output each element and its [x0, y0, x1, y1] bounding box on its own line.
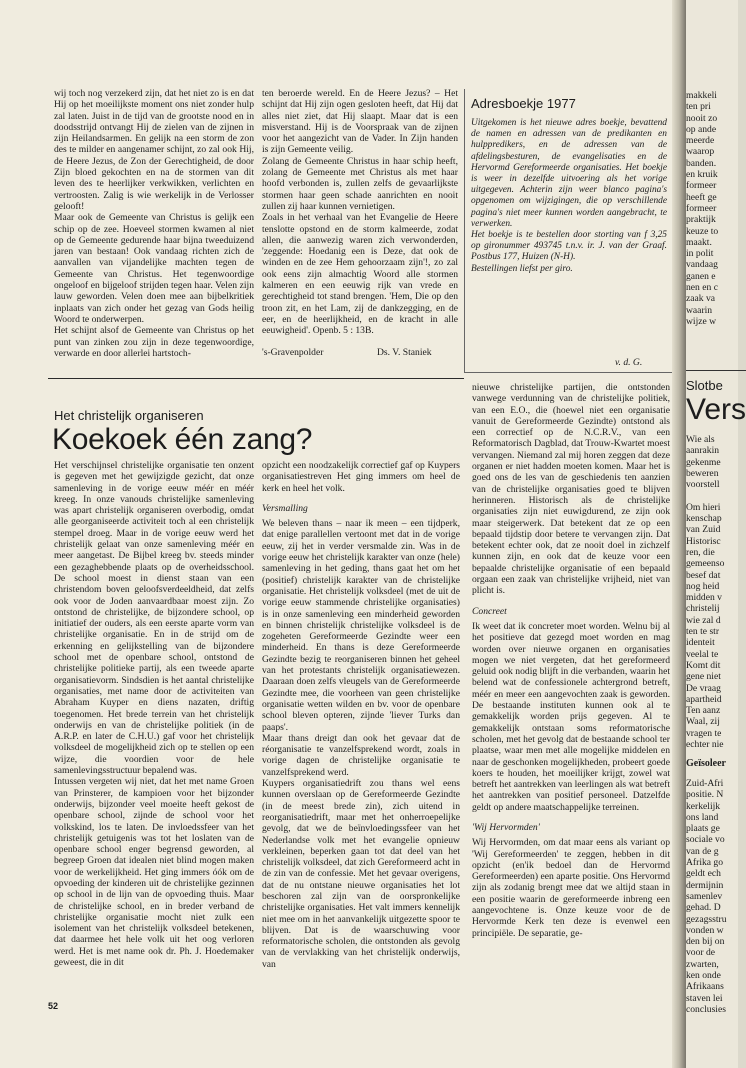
adjacent-line: sociale vo — [686, 834, 725, 846]
adjacent-line: van Zuid — [686, 524, 721, 536]
adjacent-line: plaats ge — [686, 823, 720, 835]
subheading-concreet: Concreet — [472, 605, 507, 617]
adjacent-line: ren, die — [686, 546, 715, 558]
adjacent-line: staven lei — [686, 992, 723, 1004]
adjacent-line: kerkelijk — [686, 800, 721, 812]
adjacent-line: meerde — [686, 135, 715, 147]
adjacent-line: nooit zo — [686, 112, 718, 124]
article-headline: Koekoek één zang? — [52, 423, 313, 456]
page-number: 52 — [48, 1001, 59, 1011]
adjacent-line: christelij — [686, 603, 720, 615]
paragraph: Zolang de Gemeente Christus in haar schip heeft, zolang de Gemeente met Christus als met haar hoofd verbonden is, zullen zelfs de gevaarlijkste stormen haar geen schade aanrichten en nooit zullen zij haar kunnen vernietigen. — [262, 155, 458, 212]
adjacent-line: waarop — [686, 146, 715, 158]
top-article-column-1 — [54, 88, 254, 368]
adjacent-line: in polit — [686, 248, 714, 260]
adjacent-line: geldt ech — [686, 868, 721, 880]
article-author: Ds. V. Staniek — [377, 347, 432, 358]
adjacent-line: gekenme — [686, 456, 721, 468]
adjacent-line: positie. N — [686, 789, 724, 801]
adjacent-line: makkeli — [686, 90, 717, 101]
adjacent-line: ten pri — [686, 101, 711, 113]
paragraph: nieuwe christelijke partijen, die ontstonden vanwege verdunning van de christelijke politiek, van een E.O., die (hoewel niet een organisatie vanuit de Gereformeerde Gezindte) ontstond als een correctief op de N.C.R.V., van een Reformatorisch Dagblad, dat Trouw-Kwartet moest vervangen. Niemand zal mij horen zeggen dat deze organen er niet hadden moeten komen. Maar het is goed ons de les van de geschiedenis ten aanzien van de christelijke organisaties goed te blijven herinneren. Historisch als de christelijke organisaties zijn niet euwigdurend, ze zijn ook maar steigerwerk. Dat betekent dat ze op een bepaald tijdstip door betere te vervangen zijn. Dat betekent echter ook, dat ze nooit doel in zichzelf kunnen zijn, en ook dat de keuze voor een bepaalde christelijke organisatie of een bepaald orgaan een zaak van christelijke vrijheid, niet van plicht is. — [472, 382, 670, 597]
adjacent-line: conclusies — [686, 1003, 726, 1015]
box-paragraph: Uitgekomen is het nieuwe adres boekje, bevattend de namen en adressen van de predikanten en hulppredikers, en de adressen van de afdelingsbesturen, de evangelisaties en de Hervormd Gereformeerde organisaties. Het boekje is weer in dezelfde uitvoering als het vorige uitgegeven. Achterin zijn weer blanco pagina's opgenomen om wijzigingen, die op verschillende pagina's niet meer kunnen worden aangebracht, te verwerken. — [471, 118, 667, 229]
adjacent-line: apartheid — [686, 693, 722, 705]
adjacent-line: Om hieri — [686, 501, 721, 513]
paragraph: Kuypers organisatiedrift zou thans wel eens kunnen overslaan op de Gereformeerde Gezindte (in de meest brede zin), zich uitend in reorganisatiedrift, maar met het onherroepelijke gevolg, dat we de beïnvloedingssfeer van het Nederlandse volk met het evangelie opnieuw verkleinen, beperken gaan tot dat deel van het christelijk volksdeel, dat zich Gereformeerd acht in de zin van de confessie. Met het gevaar overigens, dat de nu ontstane nieuwe organisaties het lot beschoren zal zijn van de oorspronkelijke christelijke organisaties. Het valt immers kennelijk niet mee om in het aanvankelijk uitgezette spoor te blijven. Dat is de waarschuwing voor reformatorische scholen, die ontstonden als gevolg van de vervlakking van het christelijk onderwijs, van — [262, 778, 460, 970]
adjacent-line: nen en c — [686, 282, 718, 294]
paragraph: Maar thans dreigt dan ook het gevaar dat de réorganisatie te vanzelfsprekend wordt, zoals in vorige dagen de christelijke organisatie te vanzelfsprekend werd. — [262, 732, 460, 778]
paragraph: ten beroerde wereld. En de Heere Jezus? – Het schijnt dat Hij zijn ogen gesloten heeft, dat Hij dat alles niet ziet, dat Hij slaapt. Maar dat is een misverstand. Hij is de Voorspraak van de zijnen voor het aangezicht van de Vader. In Zijn handen is zijn Gemeente veilig. — [262, 88, 458, 156]
adjacent-line: waarin — [686, 304, 713, 316]
adjacent-line: Historisc — [686, 535, 721, 547]
box-paragraph: Bestellingen liefst per giro. — [471, 263, 573, 274]
paragraph: Wij Hervormden, om dat maar eens als variant op 'Wij Gereformeerden' te zeggen, hebben in dit opzicht (en'ik bedoel dan de Hervormd Gereformeerden) een aparte positie. Ons Hervormd zijn als zodanig brengt mee dat we altijd staan in een positie waarin de gereformeerde inbreng een aangevochtene is. Onze keuze voor de de Hervormde Kerk ten deze is evenwel een principiële. De separatie, ge- — [472, 837, 670, 939]
adjacent-line: gezagsstru — [686, 913, 727, 925]
adjacent-line: echter nie — [686, 739, 724, 751]
adjacent-line: identeit — [686, 637, 715, 649]
adjacent-line: formeer — [686, 180, 717, 192]
adjacent-line: op ande — [686, 123, 717, 135]
adjacent-line: Ten aanz — [686, 705, 721, 717]
adjacent-line: zaak va — [686, 293, 716, 305]
top-article-column-2 — [262, 88, 458, 337]
adjacent-line: samenlev — [686, 890, 723, 902]
adjacent-divider — [686, 370, 746, 371]
article-kicker: Het christelijk organiseren — [54, 408, 204, 423]
adjacent-line: gehad. D — [686, 902, 721, 914]
adjacent-line: dermijnin — [686, 879, 724, 891]
paragraph: Zoals in het verhaal van het Evangelie de Heere tenslotte opstond en de storm kalmeerde, zodat allen, die aanwezig waren zich verwonderden, 'zeggende: Hoedanig een is Deze, dat ook de winden en de zee Hem gehoorzaam zijn'!, zo zal ook eens zijn almachtig Woord alle stormen kalmeren en een eeuwig rijk van vrede en gerechtigheid tot stand brengen. 'Hem, Die op den troon zit, en het Lam, zij de dankzegging, en de eer, en de heerlijkheid, en de kracht in alle eeuwigheid'. Openb. 5 : 13B. — [262, 212, 458, 337]
adjacent-line: voorstell — [686, 479, 720, 491]
adjacent-line: heeft ge — [686, 191, 717, 203]
adjacent-page-mid-column — [686, 434, 746, 750]
page-gutter — [672, 0, 686, 1068]
article-place: 's-Gravenpolder — [262, 347, 324, 358]
paragraph: Ik weet dat ik concreter moet worden. Welnu bij al het positieve dat gezegd moet worden en mag worden over nieuwe organen en organisaties mogen we niet vergeten, dat het gereformeerd geluid ook nodig blijft in die verbanden, waarin het belend wat de confessionele achtergrond betreft, méér en meer een aangevochten zaak is geworden. De bestaande instituten kunnen ook al te gemakkelijk worden prijs gegeven. Al te gemakkelijk ontstaan soms reformatorische scholen, met het gevolg dat de bestaande school ter plaatse, waar men met alle mogelijke middelen en naar de geschonken mogelijkheden, probeert goede koers te houden, het moeilijker krijgt, zowel wat betreft het aantrekken van leerlingen als wat betreft het aantrekken van positief personeel. Datzelfde geldt op andere maatschappelijke terreinen. — [472, 620, 670, 813]
adjacent-line: kenschap — [686, 513, 722, 525]
adjacent-line: formeer — [686, 202, 717, 214]
adjacent-line: voor de — [686, 947, 716, 959]
adjacent-line: Komt dit — [686, 659, 721, 671]
adjacent-line: Wie als — [686, 434, 715, 445]
adjacent-line: gemeenso — [686, 558, 725, 570]
adjacent-line: ken onde — [686, 970, 721, 982]
adjacent-line: banden. — [686, 157, 717, 169]
adjacent-line: wijze w — [686, 315, 717, 327]
adjacent-line: beweren — [686, 467, 719, 479]
paragraph: Intussen vergeten wij niet, dat het met name Groen van Prinsterer, de kampioen voor het bijzonder onderwijs, bijzonder veel moeite heeft gekost de openbare school, zijnde de school voor het volkskind, los te laten. De invloedssfeer van het christelijk getuigenis was tot het loslaten van de openbare school enger begrensd geworden, al begreep Groen dat idealen niet blind mogen maken voor de werkelijkheid. Het ging immers óók om de opvoeding der kinderen uit de christelijke gezinnen op school in de lijn van de opvoeding thuis. Maar de christelijke school, en in breder verband de christelijke organisatie mocht niet zulk een isolement van het christelijk volksdeel betekenen, dat daarmee het hele volk uit het oog verloren werd. Het is met name ook dr. Ph. J. Hoedemaker geweest, die in dit — [54, 776, 254, 969]
subheading-versmalling: Versmalling — [262, 502, 308, 514]
adjacent-line: zwarten, — [686, 958, 719, 970]
adjacent-line: nog heid — [686, 580, 720, 592]
address-box-body — [471, 118, 667, 275]
address-box-initials: v. d. G. — [615, 357, 643, 368]
adjacent-line — [686, 490, 746, 501]
subheading-wij-hervormden: 'Wij Hervormden' — [472, 821, 540, 833]
adjacent-line: vragen te — [686, 727, 722, 739]
paragraph: Maar ook de Gemeente van Christus is gelijk een schip op de zee. Hoeveel stormen kwamen al niet op de Gemeente gedurende haar bijna tweeduizend jaren van bestaan! Ook vandaag richten zich de aanvallen van vijandelijke machten tegen de Gemeente van Christus. Het tegenwoordige ongeloof en bijgeloof strijden tegen haar. Velen zijn lauw geworden. Velen doen mee aan bijbelkritiek inplaats van zich onder het gezag van Gods heilig Woord te onderwerpen. — [54, 212, 254, 325]
main-article-column-3 — [472, 382, 670, 996]
adjacent-line: keuze to — [686, 225, 719, 237]
adjacent-line: besef dat — [686, 569, 721, 581]
adjacent-subheading: Geïsoleer — [686, 758, 726, 769]
adjacent-line: praktijk — [686, 214, 716, 226]
section-divider — [48, 378, 464, 379]
adjacent-line: vandaag — [686, 259, 718, 271]
paragraph: opzicht een noodzakelijk correctief gaf op Kuypers organisatiestreven Het ging immers om heel de kerk en heel het volk. — [262, 460, 460, 494]
adjacent-line: De vraag — [686, 682, 721, 694]
paragraph: Het verschijnsel christelijke organisatie ten onzent is gegeven met het gewijzigde gezicht, dat onze samenleving in de vorige eeuw méér en méér kreeg. In onze vanouds christelijke samenleving was apart christelijk organiseren overbodig, omdat alle georganiseerde activiteit toch al een christelijk stempel droeg. Maar in de vorige eeuw werd het christelijk gelaat van onze samenleving méér en meer aangetast. De Bijbel kreeg bv. steeds minder een gezaghebbende plaats op de overheidsschool. De school moest in dienst staan van een christendom boven geloofsverdeeldheid, dat zelfs ook voor de Joden aanvaardbaar moest zijn. Zo ontstond de christelijke, de bijzondere school, op initiatief der ouders, als een eerste aparte vorm van christelijke organisatie. En in de strijd om de erkenning en gelijkstelling van de bijzondere school met de openbare school, ontstond de christelijke politieke partij, als een tweede aparte organisatievorm. Sindsdien is het aantal christelijke organisaties, met name door de activiteiten van Abraham Kuyper en diens nazaten, driftig toegenomen. Het brede terrein van het christelijk onderwijs en van de christelijke politiek (in de A.R.P. en later de C.H.U.) gaf voor het christelijk volksdeel de mogelijkheid zich op te stellen op een wijze, die voordien voor de hele samenlevingsstructuur bepalend was. — [54, 460, 254, 777]
adjacent-line: maakt. — [686, 236, 712, 248]
adjacent-line: ganen e — [686, 270, 716, 282]
adjacent-line: ten te str — [686, 626, 720, 638]
adjacent-line: Zuid-Afri — [686, 778, 724, 789]
box-paragraph: Het boekje is te bestellen door storting van f 3,25 op gironummer 493745 t.n.v. ir. J. van der Graaf. Postbus 177, Huizen (N-H). — [471, 230, 667, 263]
adjacent-page-top-column — [686, 90, 746, 327]
adjacent-headline: Vers — [686, 393, 746, 426]
adjacent-line: vonden w — [686, 924, 724, 936]
paragraph: Het schijnt alsof de Gemeente van Christus op het punt van zinken zou zijn in deze tegenwoordige, verwarde en door allerlei hartstoch- — [54, 325, 254, 359]
adjacent-line: Waal, zij — [686, 716, 720, 728]
adjacent-kicker: Slotbe — [686, 378, 723, 393]
adjacent-line: Afrika go — [686, 857, 724, 869]
address-box-title: Adresboekje 1977 — [471, 96, 576, 111]
adjacent-line: gene niet — [686, 671, 721, 683]
paragraph: wij toch nog verzekerd zijn, dat het niet zo is en dat Hij op het moeilijkste moment ons niet zonder hulp zal laten. Juist in de tijd van de grootste nood en in doodsstrijd ontvangt Hij de zielen van de zijnen in zijn Heilandsarmen. En gelijk na een storm de zon des te milder en aangenamer schijnt, zo zal ook Hij, de Heere Jezus, de Zon der Gerechtigheid, de door Zijn bloed gekochten en na de stormen van dit leven des te heerlijker verkwikken, verlichten en vertroosten. Zalig is wie werkelijk in de Verlosser gelooft! — [54, 88, 254, 212]
adjacent-line: den bij on — [686, 936, 725, 948]
adjacent-page-bottom-column — [686, 778, 746, 1015]
adjacent-line: Afrikaans — [686, 981, 724, 993]
adjacent-line: wie zal d — [686, 614, 721, 626]
paragraph: We beleven thans – naar ik meen – een tijdperk, dat enige parallellen vertoont met dat in de vorige eeuw, zij het in verder versmalde zin. Was in de vorige eeuw het christelijk karakter van onze (hele) samenleving in het geding, thans gaat het om het (positief) christelijk karakter van de christelijke organisatie. Het christelijk volksdeel (met de uit de vorige eeuw stammende christelijke organisaties) is in onze samenleving een minderheid geworden en binnen christelijk christelijke volksdeel is de zogeheten Gereformeerde Gezindte weer een minderheid. En thans is deze Gereformeerde Gezindte bezig te reorganiseren binnen het geheel van het protestants christelijk organisatiewezen. Daaraan doen zelfs vleugels van de Gereformeerde Gezindte mee, die voorheen van geen christelijke organisatie wetten wilden en bv. voor de openbare school bleven opteren, zijnde 'liever Turks dan paaps'. — [262, 518, 460, 733]
main-article-column-2 — [262, 460, 460, 996]
main-article-column-1 — [54, 460, 254, 996]
adjacent-line: aanrakin — [686, 445, 720, 457]
adjacent-line: midden v — [686, 592, 722, 604]
adjacent-line: ons land — [686, 811, 719, 823]
adjacent-line: en kruik — [686, 169, 718, 181]
adjacent-line: van de g — [686, 845, 719, 857]
adjacent-line: veelal te — [686, 648, 719, 660]
adjacent-page — [686, 0, 746, 1068]
